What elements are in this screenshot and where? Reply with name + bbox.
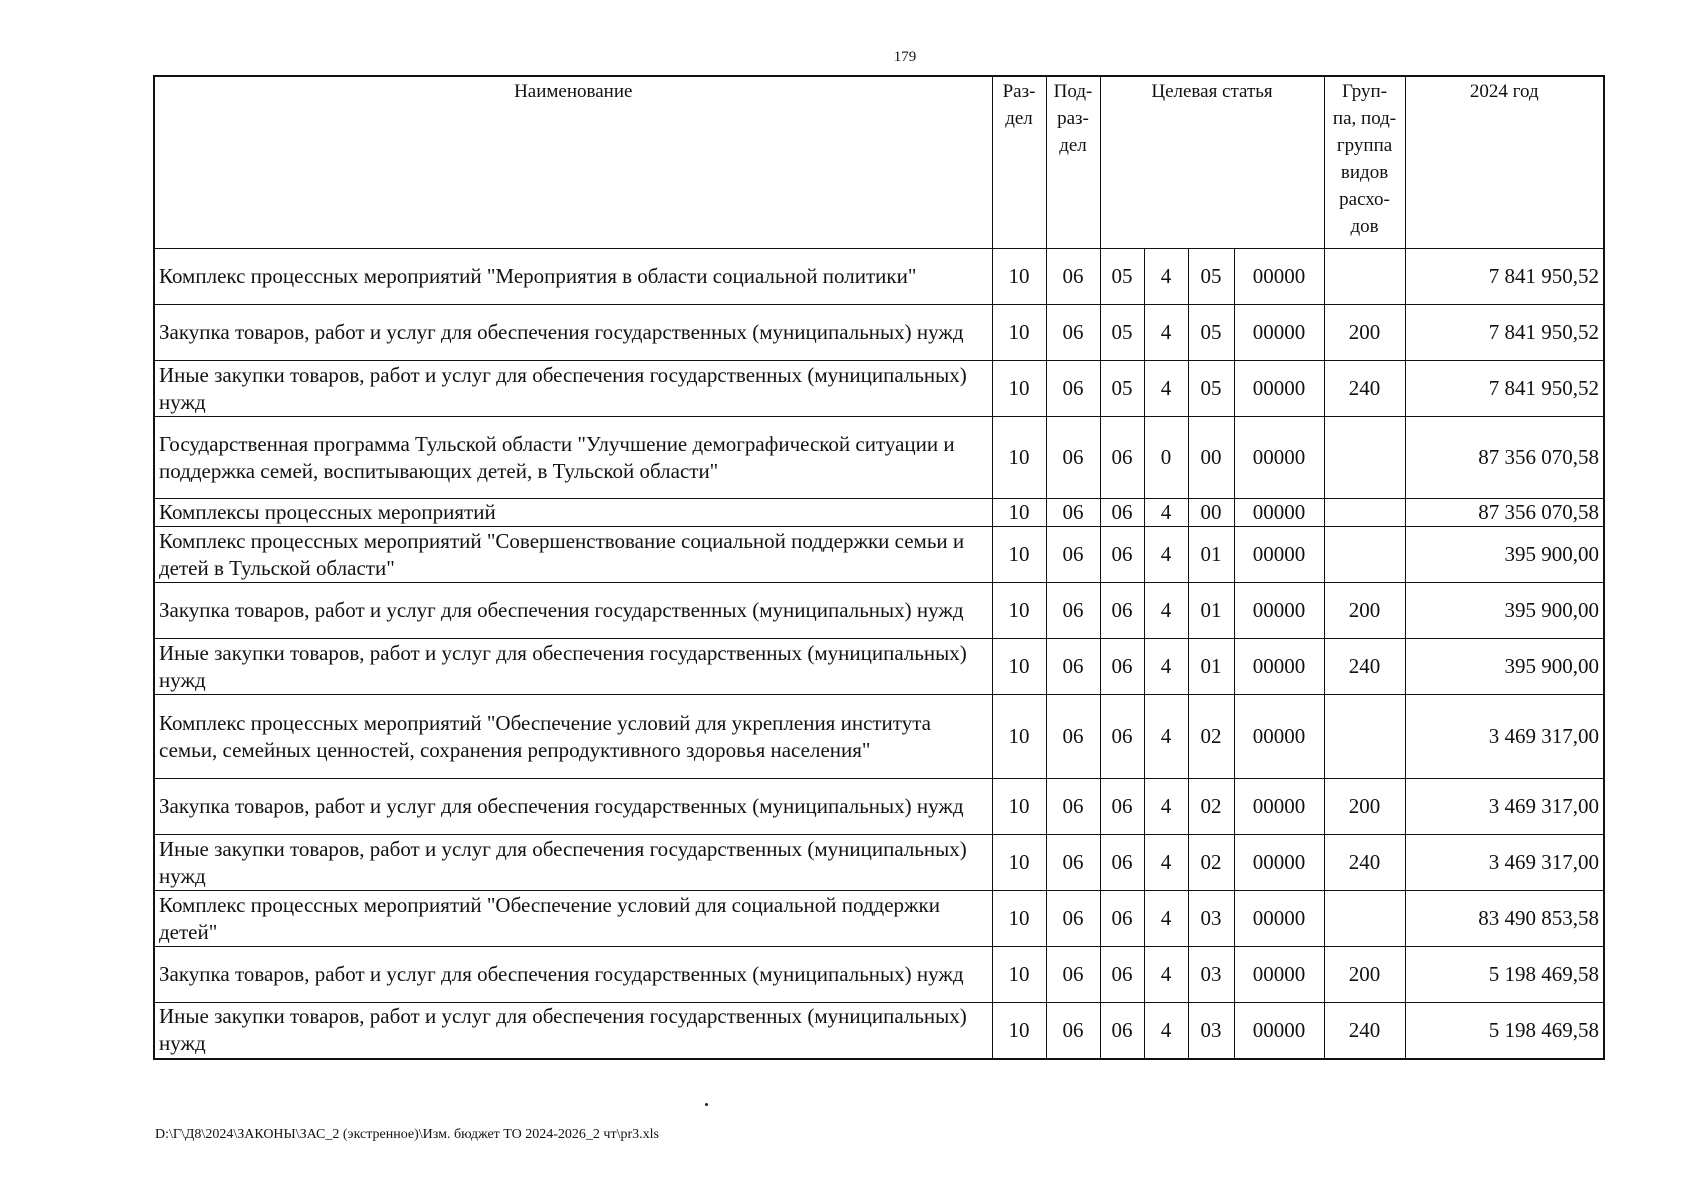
row-code-t1: 06 <box>1100 695 1144 779</box>
row-name: Иные закупки товаров, работ и услуг для обеспечения государственных (муниципальных) нужд <box>154 639 992 695</box>
row-amount: 3 469 317,00 <box>1405 695 1604 779</box>
row-amount: 5 198 469,58 <box>1405 1003 1604 1059</box>
header-expense-group <box>1324 76 1405 249</box>
table-row <box>154 639 1604 695</box>
row-amount: 7 841 950,52 <box>1405 361 1604 417</box>
row-code-t3: 02 <box>1188 695 1234 779</box>
row-code-t1: 06 <box>1100 499 1144 527</box>
row-code-t3: 03 <box>1188 891 1234 947</box>
row-code-t1: 06 <box>1100 891 1144 947</box>
table-row <box>154 583 1604 639</box>
table-row <box>154 527 1604 583</box>
row-code-t2: 4 <box>1144 527 1188 583</box>
row-code-t3: 00 <box>1188 417 1234 499</box>
row-code-rz: 10 <box>992 527 1046 583</box>
header-year: 2024 год <box>1405 76 1604 249</box>
footer-dot <box>705 1103 708 1106</box>
row-code-t4: 00000 <box>1234 361 1324 417</box>
row-code-t3: 03 <box>1188 1003 1234 1059</box>
row-code-t1: 06 <box>1100 1003 1144 1059</box>
row-code-t2: 4 <box>1144 947 1188 1003</box>
row-code-pr: 06 <box>1046 639 1100 695</box>
row-amount: 87 356 070,58 <box>1405 417 1604 499</box>
row-code-pr: 06 <box>1046 1003 1100 1059</box>
row-code-vr <box>1324 695 1405 779</box>
row-code-vr: 240 <box>1324 361 1405 417</box>
row-code-pr: 06 <box>1046 695 1100 779</box>
row-code-pr: 06 <box>1046 499 1100 527</box>
row-name: Комплекс процессных мероприятий "Совершенствование социальной поддержки семьи и детей в Тульской области" <box>154 527 992 583</box>
row-name: Закупка товаров, работ и услуг для обеспечения государственных (муниципальных) нужд <box>154 583 992 639</box>
row-code-vr <box>1324 417 1405 499</box>
file-path-footer: D:\Г\Д8\2024\ЗАКОНЫ\ЗАС_2 (экстренное)\Изм. бюджет ТО 2024-2026_2 чт\pr3.xls <box>155 1127 659 1142</box>
table-row <box>154 835 1604 891</box>
row-code-rz: 10 <box>992 779 1046 835</box>
row-name: Закупка товаров, работ и услуг для обеспечения государственных (муниципальных) нужд <box>154 305 992 361</box>
row-code-t3: 05 <box>1188 305 1234 361</box>
row-code-vr: 240 <box>1324 639 1405 695</box>
row-code-t4: 00000 <box>1234 249 1324 305</box>
row-code-t4: 00000 <box>1234 835 1324 891</box>
row-code-t4: 00000 <box>1234 527 1324 583</box>
row-code-vr: 200 <box>1324 947 1405 1003</box>
row-code-vr <box>1324 527 1405 583</box>
row-code-vr: 200 <box>1324 583 1405 639</box>
row-code-t2: 4 <box>1144 891 1188 947</box>
row-code-vr <box>1324 891 1405 947</box>
row-code-t3: 02 <box>1188 779 1234 835</box>
row-name: Комплекс процессных мероприятий "Обеспечение условий для социальной поддержки детей" <box>154 891 992 947</box>
row-code-vr <box>1324 249 1405 305</box>
row-code-pr: 06 <box>1046 891 1100 947</box>
table-row <box>154 695 1604 779</box>
row-code-t1: 06 <box>1100 639 1144 695</box>
row-amount: 3 469 317,00 <box>1405 835 1604 891</box>
row-code-t4: 00000 <box>1234 1003 1324 1059</box>
row-code-rz: 10 <box>992 695 1046 779</box>
row-code-pr: 06 <box>1046 947 1100 1003</box>
table-row <box>154 1003 1604 1059</box>
row-code-vr: 240 <box>1324 835 1405 891</box>
row-code-t2: 4 <box>1144 779 1188 835</box>
row-amount: 395 900,00 <box>1405 583 1604 639</box>
header-razdel <box>992 76 1046 249</box>
row-amount: 5 198 469,58 <box>1405 947 1604 1003</box>
budget-table <box>153 75 1605 1060</box>
row-name: Комплекс процессных мероприятий "Обеспечение условий для укрепления института семьи, семейных ценностей, сохранения репродуктивного здоровья населения" <box>154 695 992 779</box>
header-expense-group-text: Груп- па, под- группа видов расхо- дов <box>1332 81 1397 237</box>
row-code-t2: 4 <box>1144 305 1188 361</box>
row-code-t1: 05 <box>1100 305 1144 361</box>
row-name: Иные закупки товаров, работ и услуг для обеспечения государственных (муниципальных) нужд <box>154 361 992 417</box>
table-row <box>154 499 1604 527</box>
row-code-t2: 4 <box>1144 1003 1188 1059</box>
row-code-t1: 06 <box>1100 947 1144 1003</box>
row-code-rz: 10 <box>992 639 1046 695</box>
row-code-rz: 10 <box>992 361 1046 417</box>
row-code-t4: 00000 <box>1234 499 1324 527</box>
row-amount: 87 356 070,58 <box>1405 499 1604 527</box>
row-name: Комплекс процессных мероприятий "Мероприятия в области социальной политики" <box>154 249 992 305</box>
table-row <box>154 305 1604 361</box>
row-code-pr: 06 <box>1046 835 1100 891</box>
row-code-t2: 4 <box>1144 499 1188 527</box>
row-code-t1: 06 <box>1100 417 1144 499</box>
row-code-rz: 10 <box>992 417 1046 499</box>
row-code-t3: 05 <box>1188 361 1234 417</box>
page-number: 179 <box>893 49 917 65</box>
row-code-pr: 06 <box>1046 583 1100 639</box>
row-code-t3: 05 <box>1188 249 1234 305</box>
row-code-t4: 00000 <box>1234 695 1324 779</box>
row-code-pr: 06 <box>1046 249 1100 305</box>
row-code-t4: 00000 <box>1234 305 1324 361</box>
row-code-pr: 06 <box>1046 305 1100 361</box>
row-code-t1: 06 <box>1100 527 1144 583</box>
row-code-t2: 0 <box>1144 417 1188 499</box>
row-name: Государственная программа Тульской области "Улучшение демографической ситуации и поддержка семей, воспитывающих детей, в Тульской области" <box>154 417 992 499</box>
header-podrazdel-text: Под- раз- дел <box>1053 81 1093 156</box>
row-code-rz: 10 <box>992 1003 1046 1059</box>
row-code-t3: 01 <box>1188 583 1234 639</box>
table-row <box>154 779 1604 835</box>
row-code-t3: 00 <box>1188 499 1234 527</box>
row-code-rz: 10 <box>992 947 1046 1003</box>
row-code-t2: 4 <box>1144 249 1188 305</box>
row-amount: 395 900,00 <box>1405 527 1604 583</box>
row-amount: 83 490 853,58 <box>1405 891 1604 947</box>
row-amount: 3 469 317,00 <box>1405 779 1604 835</box>
table-row <box>154 417 1604 499</box>
row-code-t1: 06 <box>1100 583 1144 639</box>
row-code-t4: 00000 <box>1234 639 1324 695</box>
row-code-pr: 06 <box>1046 779 1100 835</box>
row-code-t2: 4 <box>1144 695 1188 779</box>
row-code-rz: 10 <box>992 891 1046 947</box>
row-code-t2: 4 <box>1144 835 1188 891</box>
table-row <box>154 891 1604 947</box>
row-code-t3: 03 <box>1188 947 1234 1003</box>
row-amount: 7 841 950,52 <box>1405 249 1604 305</box>
row-code-t2: 4 <box>1144 639 1188 695</box>
row-code-t4: 00000 <box>1234 891 1324 947</box>
row-code-t1: 06 <box>1100 779 1144 835</box>
row-code-pr: 06 <box>1046 527 1100 583</box>
row-code-rz: 10 <box>992 305 1046 361</box>
row-name: Иные закупки товаров, работ и услуг для обеспечения государственных (муниципальных) нужд <box>154 1003 992 1059</box>
header-name: Наименование <box>154 76 992 249</box>
row-code-pr: 06 <box>1046 361 1100 417</box>
row-code-t4: 00000 <box>1234 779 1324 835</box>
table-row <box>154 361 1604 417</box>
row-code-rz: 10 <box>992 583 1046 639</box>
row-code-t4: 00000 <box>1234 947 1324 1003</box>
row-code-t4: 00000 <box>1234 417 1324 499</box>
table-row <box>154 947 1604 1003</box>
row-name: Иные закупки товаров, работ и услуг для обеспечения государственных (муниципальных) нужд <box>154 835 992 891</box>
row-code-vr <box>1324 499 1405 527</box>
table-row <box>154 249 1604 305</box>
header-razdel-text: Раз- дел <box>1002 81 1036 129</box>
row-name: Закупка товаров, работ и услуг для обеспечения государственных (муниципальных) нужд <box>154 779 992 835</box>
row-code-rz: 10 <box>992 835 1046 891</box>
header-target-article: Целевая статья <box>1100 76 1324 249</box>
row-code-t2: 4 <box>1144 583 1188 639</box>
row-code-t3: 01 <box>1188 527 1234 583</box>
row-amount: 7 841 950,52 <box>1405 305 1604 361</box>
row-code-vr: 200 <box>1324 779 1405 835</box>
row-code-t1: 05 <box>1100 361 1144 417</box>
row-name: Закупка товаров, работ и услуг для обеспечения государственных (муниципальных) нужд <box>154 947 992 1003</box>
header-podrazdel <box>1046 76 1100 249</box>
row-code-vr: 240 <box>1324 1003 1405 1059</box>
row-code-t1: 06 <box>1100 835 1144 891</box>
table-body <box>154 249 1604 1059</box>
table-header-row <box>154 76 1604 249</box>
row-code-t1: 05 <box>1100 249 1144 305</box>
row-name: Комплексы процессных мероприятий <box>154 499 992 527</box>
row-code-rz: 10 <box>992 499 1046 527</box>
row-code-pr: 06 <box>1046 417 1100 499</box>
row-code-t3: 01 <box>1188 639 1234 695</box>
row-amount: 395 900,00 <box>1405 639 1604 695</box>
row-code-t2: 4 <box>1144 361 1188 417</box>
row-code-vr: 200 <box>1324 305 1405 361</box>
row-code-t4: 00000 <box>1234 583 1324 639</box>
row-code-rz: 10 <box>992 249 1046 305</box>
row-code-t3: 02 <box>1188 835 1234 891</box>
